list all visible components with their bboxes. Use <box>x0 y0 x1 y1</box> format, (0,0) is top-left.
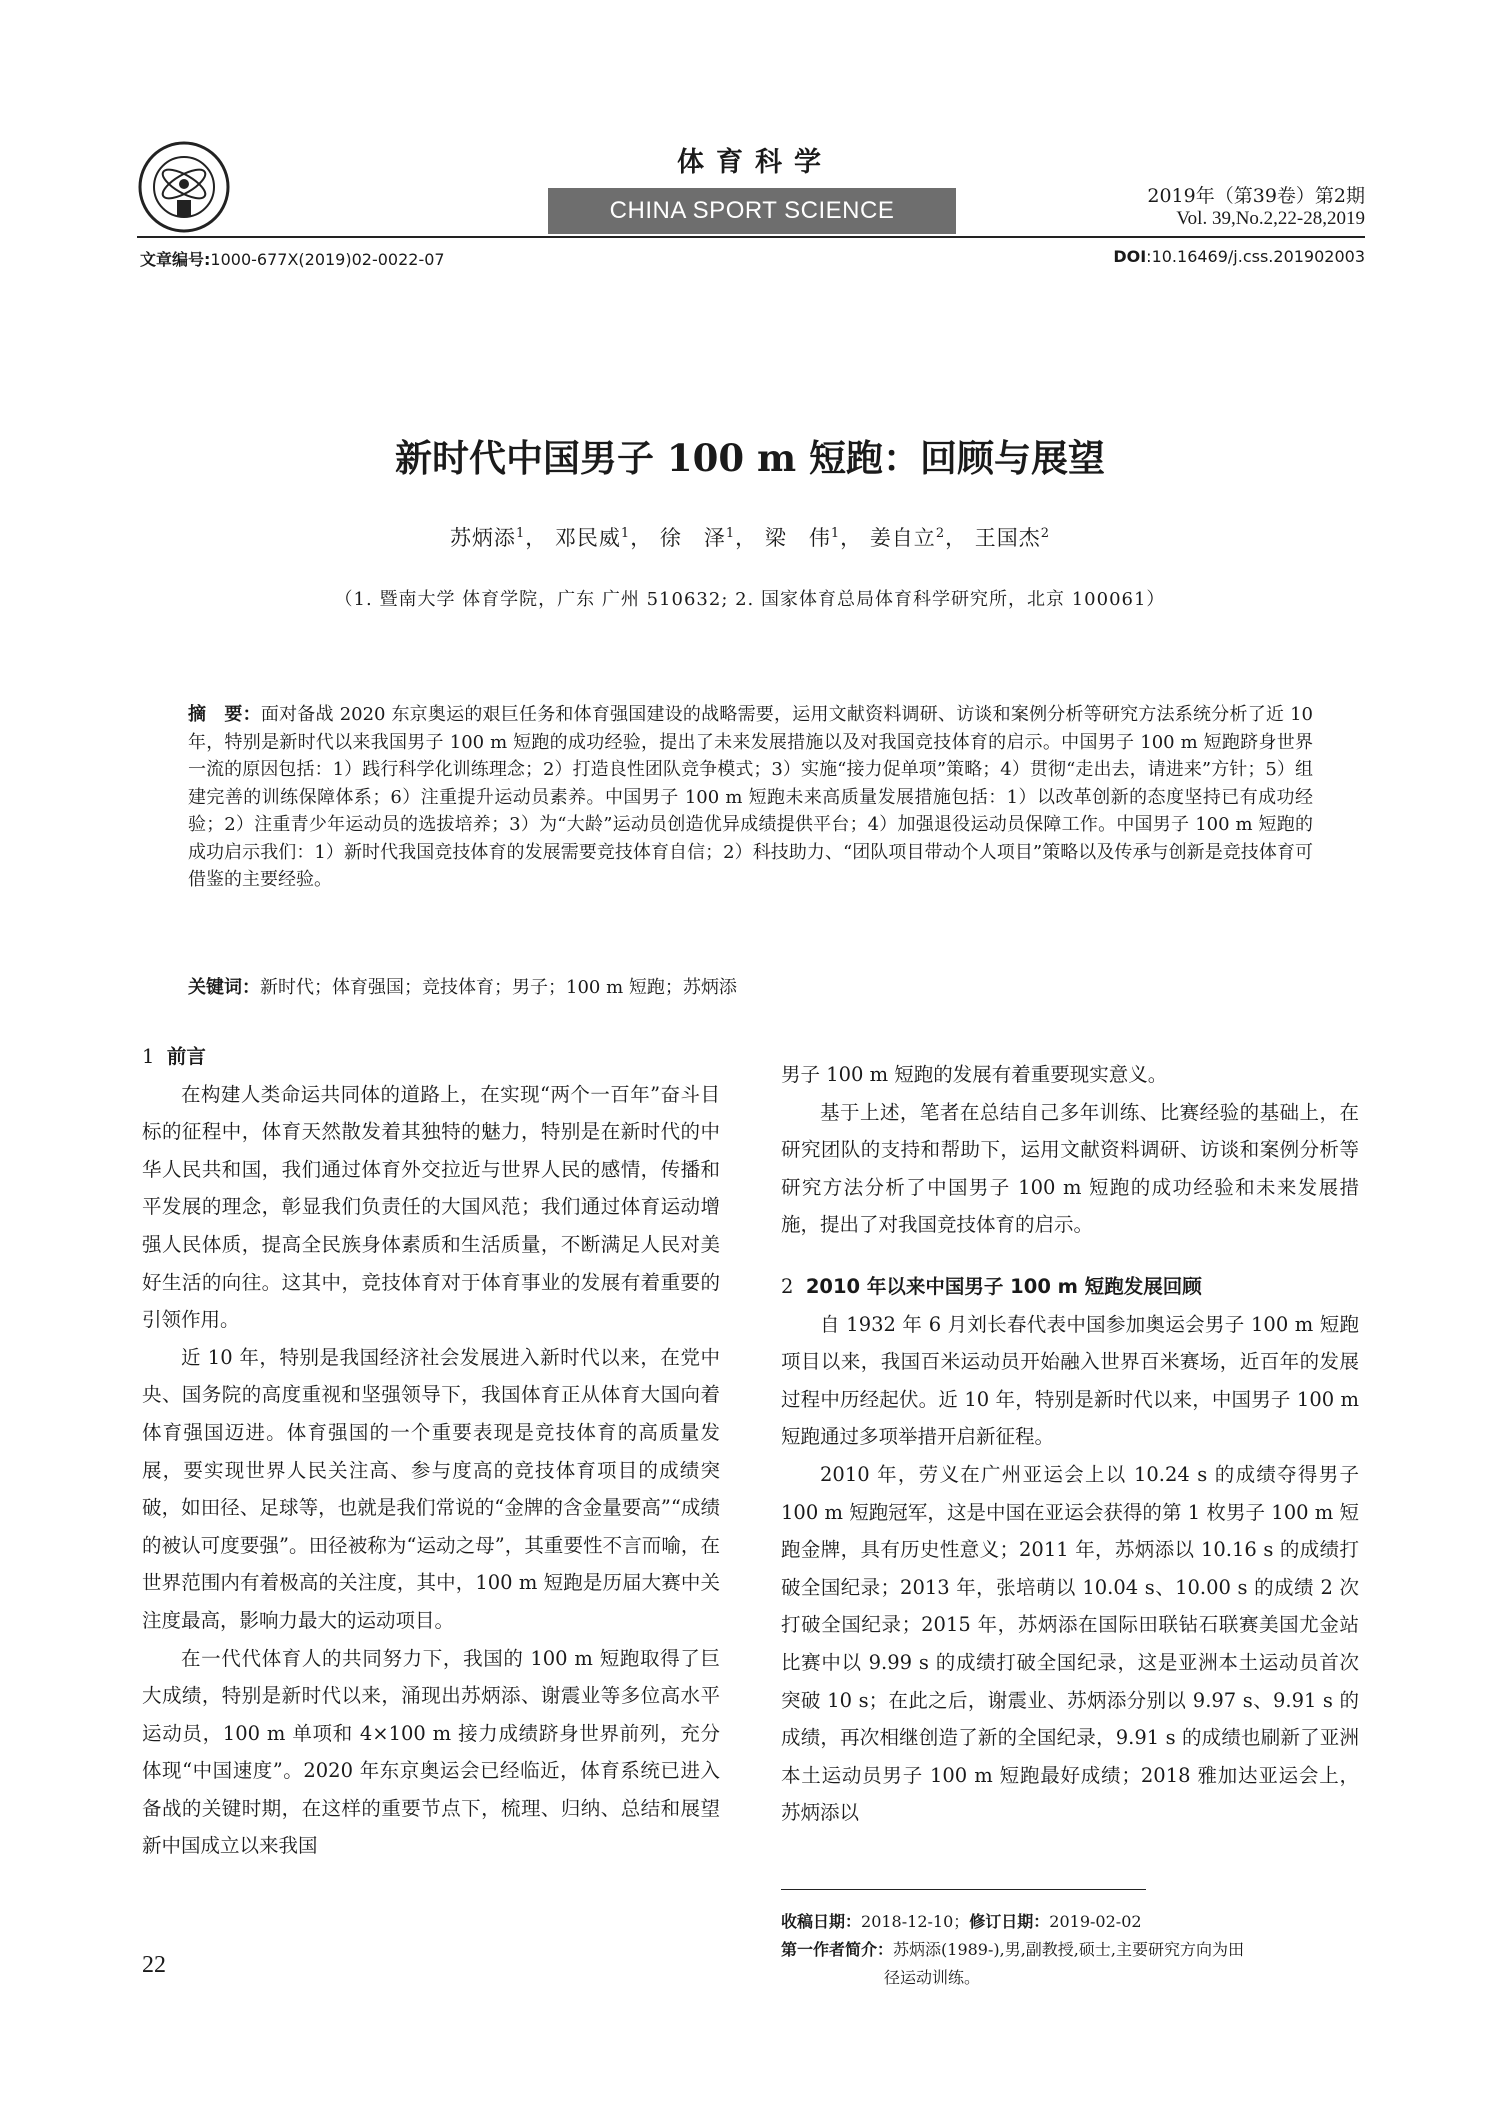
section-heading <box>781 1268 1359 1306</box>
paragraph: 在一代代体育人的共同努力下，我国的 100 m 短跑取得了巨大成绩，特别是新时代以来，涌现出苏炳添、谢震业等多位高水平运动员，100 m 单项和 4×100 m 接力成绩跻身世界前列，充分体现“中国速度”。2020 年东京奥运会已经临近，体育系统已进入备战的关键时期，在这样的重要节点下，梳理、归纳、总结和展望新中国成立以来我国 <box>142 1646 720 1858</box>
author-affil-mark: 2 <box>935 526 946 541</box>
section-heading <box>142 1038 720 1076</box>
header-rule <box>137 236 1365 238</box>
keywords-label: 关键词： <box>188 977 260 998</box>
abstract-text: 面对备战 2020 东京奥运的艰巨任务和体育强国建设的战略需要，运用文献资料调研、访谈和案例分析等研究方法系统分析了近 10 年，特别是新时代以来我国男子 100 m 短跑的成功经验，提出了未来发展措施以及对我国竞技体育的启示。中国男子 100 m 短跑跻身世界一流的原因包括：1）践行科学化训练理念；2）打造良性团队竞争模式；3）实施“接力促单项”策略；4）贯彻“走出去，请进来”方针；5）组建完善的训练保障体系；6）注重提升运动员素养。中国男子 100 m 短跑未来高质量发展措施包括：1）以改革创新的态度坚持已有成功经验；2）注重青少年运动员的选拔培养；3）为“大龄”运动员创造优异成绩提供平台；4）加强退役运动员保障工作。中国男子 100 m 短跑的成功启示我们：1）新时代我国竞技体育的发展需要竞技体育自信；2）科技助力、“团队项目带动个人项目”策略以及传承与创新是竞技体育可借鉴的主要经验。 <box>188 704 1313 890</box>
issue-info-cn: 2019年（第39卷）第2期 <box>1147 185 1365 207</box>
author-affil-mark: 2 <box>1040 526 1051 541</box>
footnote-author <box>781 1936 1366 1964</box>
keywords-text: 新时代；体育强国；竞技体育；男子；100 m 短跑；苏炳添 <box>260 977 737 998</box>
author: 徐 泽 <box>659 526 726 550</box>
paragraph: 自 1932 年 6 月刘长春代表中国参加奥运会男子 100 m 短跑项目以来，我国百米运动员开始融入世界百米赛场，近百年的发展过程中历经起伏。近 10 年，特别是新时代以来，中国男子 100 m 短跑通过多项举措开启新征程。 <box>781 1312 1359 1449</box>
author-affil-mark: 1 <box>725 526 736 541</box>
paragraph-continued: 男子 100 m 短跑的发展有着重要现实意义。 <box>781 1063 1168 1086</box>
paper-title: 新时代中国男子 100 m 短跑：回顾与展望 <box>394 436 1106 480</box>
author: 梁 伟 <box>764 526 831 550</box>
author-list: 苏炳添$^1$， 邓民威$^1$， 徐 泽$^1$， 梁 伟$^1$， 姜自立$^2$， 王国杰$^2$ <box>449 526 1051 550</box>
section-title: 2010 年以来中国男子 100 m 短跑发展回顾 <box>805 1274 1202 1298</box>
first-author-label: 第一作者简介： <box>781 1940 894 1959</box>
author-affil-mark: 1 <box>620 526 631 541</box>
author-affil-mark: 1 <box>515 526 526 541</box>
footnote <box>781 1908 1366 1992</box>
footnote-dates <box>781 1908 1366 1936</box>
received-date: 2018-12-10； <box>861 1912 970 1931</box>
issue-info-en: Vol. 39,No.2,22-28,2019 <box>1176 208 1365 229</box>
article-number-label: 文章编号: <box>140 250 211 269</box>
author: 姜自立 <box>869 526 936 550</box>
page-number: 22 <box>142 1952 166 1978</box>
journal-title-cn: 体育科学 <box>677 147 833 178</box>
abstract-label: 摘 要： <box>188 704 261 725</box>
doi-label: DOI <box>1113 247 1147 266</box>
journal-title-en-banner <box>548 188 956 234</box>
society-logo <box>137 140 231 234</box>
first-author-bio: 苏炳添(1989-),男,副教授,硕士,主要研究方向为田 <box>893 1940 1244 1959</box>
paragraph: 近 10 年，特别是我国经济社会发展进入新时代以来，在党中央、国务院的高度重视和坚强领导下，我国体育正从体育大国向着体育强国迈进。体育强国的一个重要表现是竞技体育的高质量发展，要实现世界人民关注高、参与度高的竞技体育项目的成绩突破，如田径、足球等，也就是我们常说的“金牌的含金量要高”“成绩的被认可度要强”。田径被称为“运动之母”，其重要性不言而喻，在世界范围内有着极高的关注度，其中，100 m 短跑是历届大赛中关注度最高，影响力最大的运动项目。 <box>142 1345 720 1632</box>
footnote-rule <box>781 1889 1146 1890</box>
author: 苏炳添 <box>449 526 516 550</box>
abstract <box>188 701 1313 894</box>
revised-label: 修订日期： <box>969 1912 1050 1931</box>
article-number <box>140 247 445 270</box>
body-column-right <box>781 1056 1359 1832</box>
author: 王国杰 <box>974 526 1041 550</box>
affiliations: （1. 暨南大学 体育学院，广东 广州 510632; 2. 国家体育总局体育科学研究所，北京 100061） <box>334 589 1166 610</box>
paragraph: 在构建人类命运共同体的道路上，在实现“两个一百年”奋斗目标的征程中，体育天然散发着其独特的魅力，特别是在新时代的中华人民共和国，我们通过体育外交拉近与世界人民的感情，传播和平发展的理念，彰显我们负责任的大国风范；我们通过体育运动增强人民体质，提高全民族身体素质和生活质量，不断满足人民对美好生活的向往。这其中，竞技体育对于体育事业的发展有着重要的引领作用。 <box>142 1082 720 1332</box>
author-affil-mark: 1 <box>830 526 841 541</box>
paragraph: 基于上述，笔者在总结自己多年训练、比赛经验的基础上，在研究团队的支持和帮助下，运用文献资料调研、访谈和案例分析等研究方法分析了中国男子 100 m 短跑的成功经验和未来发展措施，提出了对我国竞技体育的启示。 <box>781 1100 1359 1237</box>
paragraph: 2010 年，劳义在广州亚运会上以 10.24 s 的成绩夺得男子 100 m 短跑冠军，这是中国在亚运会获得的第 1 枚男子 100 m 短跑金牌，具有历史性意义；2011 年，苏炳添以 10.16 s 的成绩打破全国纪录；2013 年，张培萌以 10.04 s、10.00 s 的成绩 2 次打破全国纪录；2015 年，苏炳添在国际田联钻石联赛美国尤金站比赛中以 9.99 s 的成绩打破全国纪录，这是亚洲本土运动员首次突破 10 s；在此之后，谢震业、苏炳添分别以 9.97 s、9.91 s 的成绩，再次相继创造了新的全国纪录，9.91 s 的成绩也刷新了亚洲本土运动员男子 100 m 短跑最好成绩；2018 雅加达亚运会上，苏炳添以 <box>781 1462 1359 1825</box>
doi <box>1113 247 1365 266</box>
doi-value: :10.16469/j.css.201902003 <box>1146 247 1365 266</box>
article-number-value: 1000-677X(2019)02-0022-07 <box>210 250 445 269</box>
keywords <box>188 974 1313 1001</box>
first-author-bio-cont: 径运动训练。 <box>884 1968 981 1987</box>
body-column-left <box>142 1038 720 1865</box>
revised-date: 2019-02-02 <box>1049 1912 1142 1931</box>
section-title: 前言 <box>166 1045 206 1068</box>
section-number: 1 <box>142 1045 155 1068</box>
author: 邓民威 <box>554 526 621 550</box>
received-label: 收稿日期： <box>781 1912 862 1931</box>
journal-title-en: CHINA SPORT SCIENCE <box>609 197 895 224</box>
section-number: 2 <box>781 1274 794 1298</box>
